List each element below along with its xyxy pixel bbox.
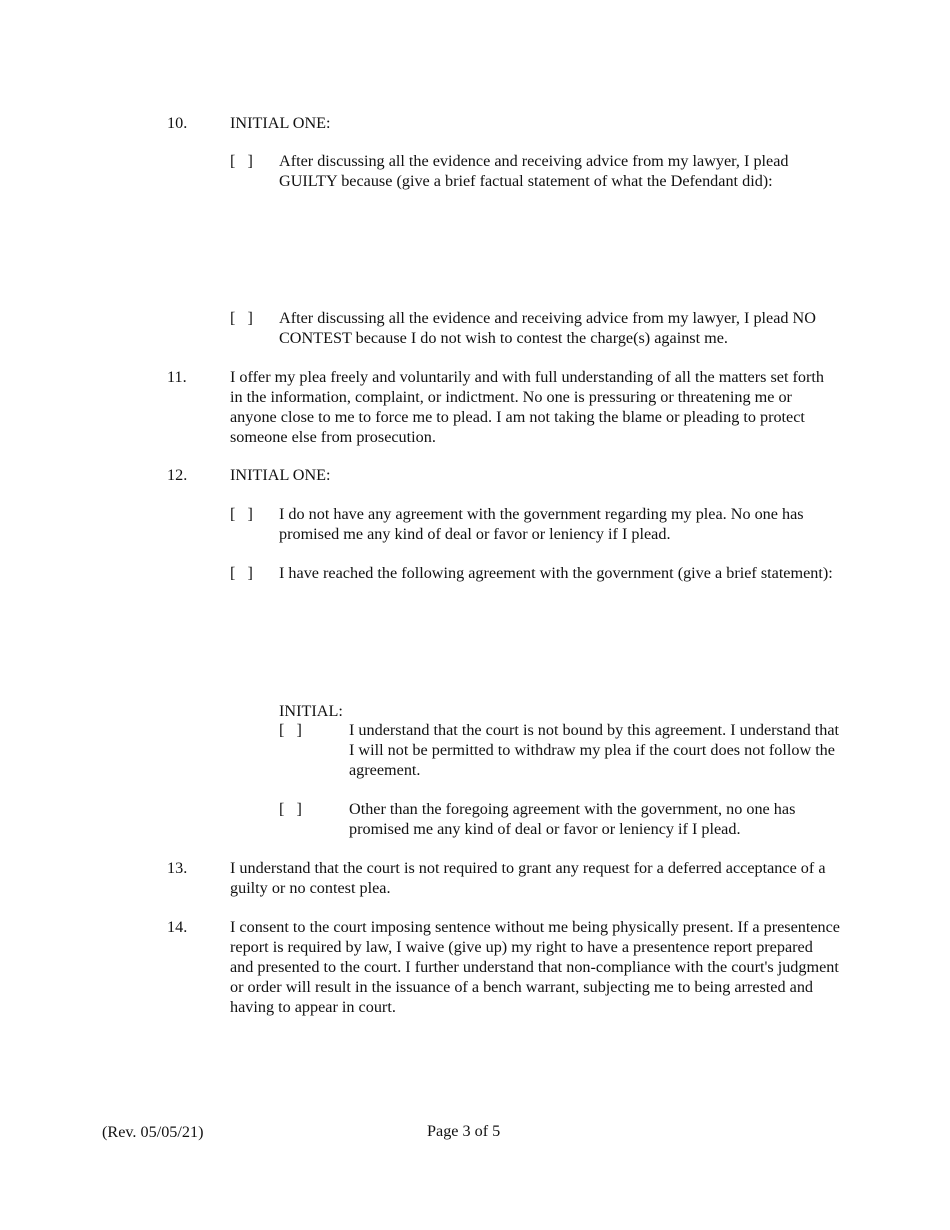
- item-12-initial-label: INITIAL:: [279, 702, 343, 720]
- item-14-text: I consent to the court imposing sentence without me being physically present. If a presentence report is required by law, I waive (give up) my right to have a presentence report prepared and presented to the court. I further understand that non-compliance with the court's judgment or order will result in the issuance of a bench warrant, subjecting me to being arrested and having to appear in court.: [230, 918, 840, 1016]
- item-10-no-contest-text: After discussing all the evidence and receiving advice from my lawyer, I plead NO CONTEST because I do not wish to contest the charge(s) against me.: [279, 309, 816, 347]
- item-10-guilty-checkbox[interactable]: [ ]: [230, 152, 253, 170]
- item-10-instruction: INITIAL ONE:: [230, 114, 331, 132]
- item-12-agreement-checkbox[interactable]: [ ]: [230, 564, 253, 582]
- item-12-number: 12.: [167, 466, 188, 484]
- item-14-number: 14.: [167, 918, 188, 936]
- item-12-agreement-text: I have reached the following agreement with the government (give a brief statement):: [279, 564, 833, 582]
- item-10-number: 10.: [167, 114, 188, 132]
- item-13-text: I understand that the court is not required to grant any request for a deferred acceptance of a guilty or no contest plea.: [230, 859, 826, 897]
- item-12-instruction: INITIAL ONE:: [230, 466, 331, 484]
- item-11-number: 11.: [167, 368, 187, 386]
- item-12-other-than-text: Other than the foregoing agreement with the government, no one has promised me any kind of deal or favor or leniency if I plead.: [349, 800, 796, 838]
- item-10-guilty-text: After discussing all the evidence and receiving advice from my lawyer, I plead GUILTY because (give a brief factual statement of what the Defendant did):: [279, 152, 789, 190]
- footer-page-number: Page 3 of 5: [427, 1122, 501, 1140]
- footer-revision: (Rev. 05/05/21): [102, 1123, 204, 1141]
- item-12-not-bound-text: I understand that the court is not bound by this agreement. I understand that I will not be permitted to withdraw my plea if the court does not follow the agreement.: [349, 721, 840, 779]
- item-12-no-agreement-checkbox[interactable]: [ ]: [230, 505, 253, 523]
- item-12-not-bound-checkbox[interactable]: [ ]: [279, 721, 302, 739]
- item-10-no-contest-checkbox[interactable]: [ ]: [230, 309, 253, 327]
- item-13-number: 13.: [167, 859, 188, 877]
- item-11-text: I offer my plea freely and voluntarily and with full understanding of all the matters set forth in the information, complaint, or indictment. No one is pressuring or threatening me or anyone close to me to force me to plead. I am not taking the blame or pleading to protect someone else from prosecution.: [230, 368, 824, 446]
- item-12-no-agreement-text: I do not have any agreement with the government regarding my plea. No one has promised me any kind of deal or favor or leniency if I plead.: [279, 505, 804, 543]
- item-12-other-than-checkbox[interactable]: [ ]: [279, 800, 302, 818]
